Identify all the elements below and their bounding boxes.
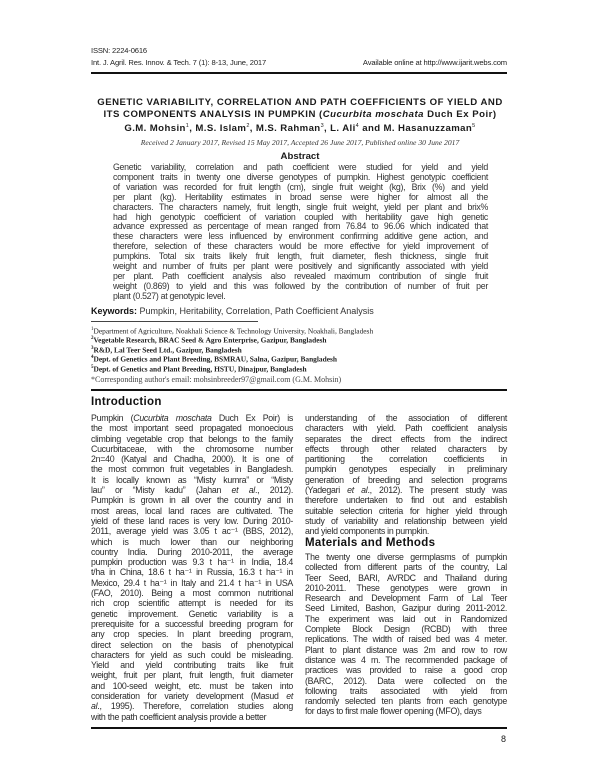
text-line: t/ha in China, 18.6 t ha⁻¹ in Russia, 16.3 t ha⁻¹ in — [91, 567, 293, 578]
header-rule — [91, 72, 507, 74]
text-line: separates the direct effects from the indirect — [305, 433, 507, 444]
footnote-rule — [91, 321, 258, 322]
affiliation — [91, 345, 373, 354]
affiliation-text: R&D, Lal Teer Seed Ltd., Gazipur, Bangladesh — [93, 345, 242, 355]
text-line: weight, fruit per plant, fruit length, fruit diameter — [91, 670, 293, 681]
text-line — [91, 691, 293, 701]
affiliation — [91, 326, 373, 335]
text-line: climbing vegetable crop that belongs to the family — [91, 433, 293, 444]
text-line: Cucurbitaceae, with the chromosome number — [91, 443, 293, 454]
text-line: and 100-seed weight, etc. must be taken into — [91, 680, 293, 691]
footer-rule — [91, 727, 507, 729]
text-line — [91, 485, 293, 495]
text-line: collected from different parts of the country, Lal — [305, 562, 507, 573]
text-line: weight (0.869) to yield and this was followed by the contribution of number of fruit per — [113, 280, 488, 291]
text-line: The experiment was laid out in Randomized — [305, 613, 507, 624]
text-line: most areas, local land races are cultivated. The — [91, 505, 293, 516]
author-name: L. Ali — [330, 123, 356, 135]
section-rule — [91, 389, 507, 391]
italic-text: et — [286, 691, 293, 702]
species-name: Cucurbita moschata — [322, 108, 424, 120]
author-separator: , — [189, 123, 196, 135]
text-line: Plant to plant distance was 2m and row to row — [305, 644, 507, 655]
text-line: these characters were less influenced by environment confirming additive gene action, and — [113, 231, 488, 242]
affiliation-marker: 3 — [91, 345, 94, 351]
text-line: per plant (kg). Heritability estimates in broad sense were higher for almost all the — [113, 191, 488, 202]
text-line: rich crop scientific attempt is needed for its — [91, 598, 293, 609]
text-line: and yield components in pumpkin. — [305, 526, 430, 537]
affiliation-marker: 5 — [91, 364, 94, 370]
journal-citation: Int. J. Agril. Res. Innov. & Tech. 7 (1): 8-13, June, 2017 — [91, 58, 267, 67]
corresponding-author: *Corresponding author's email: mohsinbreeder97@gmail.com (G.M. Mohsin) — [91, 375, 342, 384]
author-name: M.S. Rahman — [255, 123, 321, 135]
affiliation — [91, 364, 373, 373]
affiliation-text: Dept. of Genetics and Plant Breeding, BSMRAU, Salna, Gazipur, Bangladesh — [93, 354, 338, 364]
affiliation-text: Vegetable Research, BRAC Seed & Agro Enterprise, Gazipur, Bangladesh — [93, 335, 327, 345]
publication-dates: Received 2 January 2017, Revised 15 May 2017, Accepted 26 June 2017, Published online 30 June 2017 — [140, 138, 460, 147]
text-line: pumpkin genotypes especially in preliminary — [305, 464, 507, 475]
italic-text: Cucurbita moschata — [133, 413, 212, 423]
author-separator: , — [249, 123, 256, 135]
keywords-label: Keywords: — [91, 306, 138, 316]
text-segment: ., 2012). The present study was — [367, 485, 507, 496]
affiliation-text: Department of Agriculture, Noakhali Science & Technology University, Noakhali, Bangladesh — [93, 326, 374, 336]
issn: ISSN: 2224-0616 — [91, 46, 148, 55]
text-line: had high genotypic coefficient of variation coupled with heritability gave high genetic — [113, 211, 488, 222]
text-line: which is much lower than our neighboring — [91, 536, 293, 547]
introduction-heading: Introduction — [91, 396, 162, 408]
text-line: Seed Limited, Bashon, Gazipur during 2011-2012. — [305, 603, 507, 614]
affiliation — [91, 335, 373, 344]
text-segment: ., 2012). — [254, 485, 293, 496]
text-segment: ., 1995). Therefore, correlation studies along — [97, 701, 293, 712]
text-line: therefore undertaken to find out and establish — [305, 495, 507, 506]
text-line: plant (0.527) at genotypic level. — [113, 290, 226, 301]
text-line: Mexico, 29.4 t ha⁻¹ in Italy and 21.4 t ha⁻¹ in USA — [91, 577, 293, 588]
author-name: M.S. Islam — [195, 123, 247, 135]
introduction-left-column — [91, 413, 293, 722]
abstract-body — [113, 163, 488, 302]
text-line: Pumpkin is grown in all over the country and in — [91, 495, 293, 506]
text-line: for days to first male flower opening (MFO), days — [305, 706, 482, 717]
text-line: randomly selected ten plants from each genotype — [305, 696, 507, 707]
text-line: study of variability and relationship between yield — [305, 515, 507, 526]
text-line: any crop species. In plant breeding program, — [91, 629, 293, 640]
text-line: Teer Seed, BARI, AVRDC and Thailand during — [305, 572, 507, 583]
title-line-1: GENETIC VARIABILITY, CORRELATION AND PATH COEFFICIENTS OF YIELD AND — [97, 97, 503, 108]
methods-heading: Materials and Methods — [305, 537, 436, 549]
text-line: 2n=40 (Katyal and Chadha, 2000). It is one of — [91, 454, 293, 465]
affiliation — [91, 354, 373, 363]
text-segment: Duch Ex Poir) is — [211, 413, 293, 423]
affiliations — [91, 326, 373, 373]
text-line — [91, 413, 293, 423]
methods-body — [305, 552, 507, 717]
text-line: country India. During 2010-2011, the average — [91, 546, 293, 557]
abstract-heading: Abstract — [280, 151, 320, 162]
text-line: 2011, average yield was 3.05 t ac⁻¹ (BBS, 2012), — [91, 526, 293, 537]
text-line: Yield and yield contributing traits like fruit — [91, 660, 293, 671]
text-line: Complete Block Design (RCBD) with three — [305, 624, 507, 635]
author-affiliation-marker: 4 — [355, 123, 360, 129]
title-text: Duch Ex Poir) — [423, 108, 497, 120]
text-line: prerequisite for a successful breeding program for — [91, 618, 293, 629]
text-line: understanding of the association of different — [305, 413, 507, 423]
text-line — [91, 701, 293, 711]
page-number: 8 — [500, 734, 506, 744]
text-segment: (Yadegari — [305, 485, 348, 496]
title-text: ITS COMPONENTS ANALYSIS IN PUMPKIN ( — [103, 108, 323, 120]
text-line: yield of these land races is very low. During 2010- — [91, 515, 293, 526]
text-line: effects through other related characters by — [305, 443, 507, 454]
text-line: 2010-2011. These genotypes were grown in — [305, 582, 507, 593]
text-line: pumpkins. Total six traits likely fruit length, fruit diameter, flesh thickness, single fruit — [113, 251, 488, 262]
text-line: Research and Development Farm of Lal Teer — [305, 593, 507, 604]
author-separator: , — [324, 123, 331, 135]
text-line: the most common fruit vegetables in Bangladesh. — [91, 464, 293, 475]
text-line: advance expressed as percentage of mean ranged from 76.84 to 96.06 which indicated that — [113, 221, 488, 232]
title-line-2 — [80, 109, 520, 121]
italic-text: et al — [347, 485, 368, 496]
text-line: distance was 4 m. The recommended package of — [305, 654, 507, 665]
author-name: M. Hasanuzzaman — [383, 123, 473, 135]
author-affiliation-marker: 3 — [320, 123, 325, 129]
text-segment: consideration for variety development (Masud — [91, 691, 287, 702]
text-line: characters. The characters namely, fruit length, single fruit weight, yield per plant and brix% — [113, 201, 488, 212]
text-line: The twenty one diverse germplasms of pumpkin — [305, 552, 507, 562]
text-line: the most important seed propagated monoecious — [91, 423, 293, 434]
text-line: weight and number of fruits per plant were positively and significantly associated with yield — [113, 261, 488, 272]
italic-text: al — [91, 701, 98, 712]
affiliation-text: Dept. of Genetics and Plant Breeding, HSTU, Dinajpur, Bangladesh — [93, 363, 307, 373]
text-line: with the path coefficient analysis provide a better — [91, 711, 267, 722]
text-line: It is locally known as “Misty kumra” or “Misty — [91, 474, 293, 485]
text-line: per plant. Path coefficient analysis also revealed maximum contribution of single fruit — [113, 270, 488, 281]
paper-title — [80, 97, 520, 120]
author-affiliation-marker: 1 — [185, 123, 190, 129]
availability-link[interactable]: Available online at http://www.ijarit.webs.com — [362, 58, 507, 67]
affiliation-marker: 1 — [91, 327, 94, 332]
introduction-right-column — [305, 413, 507, 537]
keywords-text: Pumpkin, Heritability, Correlation, Path Coefficient Analysis — [137, 306, 374, 316]
text-line: of variation was recorded for fruit length (cm), single fruit weight (kg), Brix (%) and yield — [113, 181, 488, 192]
affiliation-marker: 2 — [91, 336, 94, 342]
italic-text: et al — [231, 485, 255, 496]
text-line: therefore, selection of these characters would be more effective for yield improvement of — [113, 241, 488, 252]
author-affiliation-marker: 5 — [472, 123, 476, 129]
text-line: suitable selection criteria for higher yield through — [305, 505, 507, 516]
text-line: (FAO, 2010). Being a most common nutritional — [91, 588, 293, 599]
text-line: replications. The width of raised bed was 4 meter. — [305, 634, 507, 645]
author-affiliation-marker: 2 — [246, 123, 250, 129]
text-line: characters for yield as such could be misleading. — [91, 649, 293, 660]
text-line: (BARC, 2012). Data were collected on the — [305, 675, 507, 686]
text-line: characters with yield. Path coefficient analysis — [305, 423, 507, 434]
text-line: practices was provided to raise a good crop — [305, 665, 507, 676]
text-line: direct selection on the basis of phenotypical — [91, 639, 293, 650]
text-line: genetic improvement. Genetic variability is a — [91, 608, 293, 619]
affiliation-marker: 4 — [91, 355, 94, 361]
keywords — [91, 306, 374, 316]
text-segment: lau” or “Misty kadu” (Jahan — [91, 485, 232, 496]
text-segment: Pumpkin ( — [91, 413, 134, 423]
text-line: Genetic variability, correlation and path coefficient were studied for yield and yield — [113, 162, 488, 172]
text-line: generation of breeding and selection programs — [305, 474, 507, 485]
text-line: following traits associated with yield from — [305, 685, 507, 696]
author-list — [80, 123, 520, 134]
text-line: component traits in twenty one diverse genotypes of pumpkin. Highest genotypic coefficient — [113, 171, 488, 182]
author-separator: and — [359, 123, 384, 135]
text-line — [305, 485, 507, 495]
text-line: partitioning the correlation coefficients in — [305, 454, 507, 465]
author-name: G.M. Mohsin — [124, 123, 186, 135]
text-line: pumpkin production was 9.3 t ha⁻¹ in India, 18.4 — [91, 557, 293, 568]
